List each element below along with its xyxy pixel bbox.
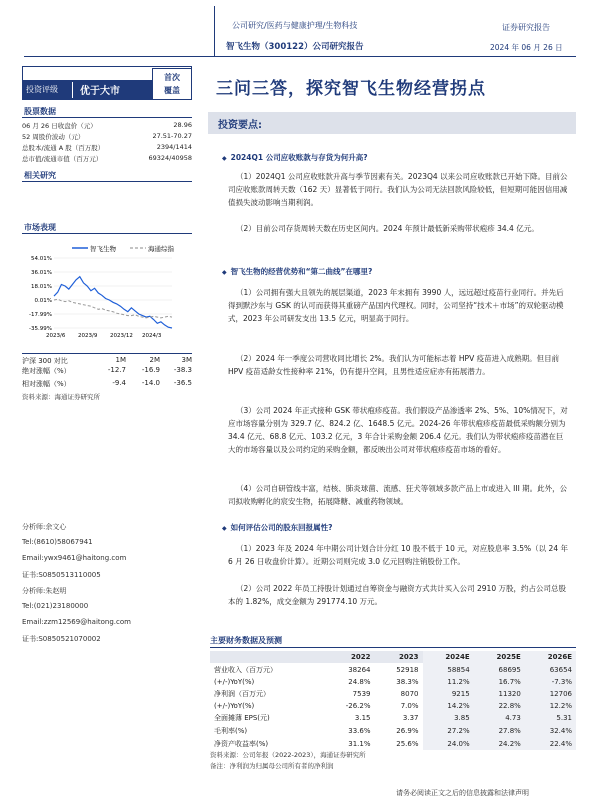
question-3: ◆ 如何评估公司的股东回报属性? <box>222 522 332 533</box>
financials-title: 主要财务数据及预测 <box>210 636 282 645</box>
series-stock-line <box>54 277 172 328</box>
chart-heading: 市场表现 <box>24 223 56 232</box>
keypoints-title: 投资要点: <box>218 120 262 131</box>
market-row: 52 周股价波动（元） 27.51-70.27 <box>22 132 192 141</box>
y-tick-label: 54.01% <box>31 256 52 262</box>
paragraph: （1）2024Q1 公司应收账款升高与季节因素有关。2023Q4 以来公司应收账款已开始下降。目前公司应收账款周转天数（162 天）显著低于同行。我们认为公司无法回款风险较低，但短期可能因信用减值损失波动影响当期利润。 <box>228 172 568 207</box>
market-chart <box>22 240 192 350</box>
y-tick-label: -17.99% <box>29 312 52 318</box>
x-tick-label: 2023/6 <box>46 333 66 339</box>
question-2: ◆ 智飞生物的经营优势和“第二曲线”在哪里? <box>222 266 372 277</box>
table-row: 净利润（百万元） 7539 8070 9215 11320 12706 <box>210 687 576 700</box>
paragraph: （3）公司 2024 年正式接种 GSK 带状疱疹疫苗。我们假设产品渗透率 2%、5%、10%情况下，对应市场容量分别为 329.7 亿、824.2 亿、1648.5 亿元。2024-26 年带状疱疹疫苗最低采购额分别为 34.4 亿元、68.8 亿元、103.2 亿元，3 年合计采购金额 206.4 亿元。我们认为带状疱疹疫苗潜在巨大的市场容量以及公司约定的采购金额，都反映出公司对带状疱疹疫苗市场的看好。 <box>228 406 568 454</box>
paragraph: （1）公司拥有强大且领先的展层渠道，2023 年末拥有 3990 人，远远超过疫苗行业同行。并先后得到默沙东与 GSK 的认可而获得其重磅产品国内代理权。同时，公司坚持“技术＋市场”的双轮驱动模式，2023 年公司研发支出 13.5 亿元，明显高于同行。 <box>228 288 564 323</box>
header-divider <box>214 6 215 56</box>
keypoints-bar <box>208 112 576 134</box>
paragraph: （2）2024 年一季度公司营收同比增长 2%。我们认为可能标志着 HPV 疫苗进入成熟期。但目前 HPV 疫苗适龄女性接种率 21%，仍有提升空间，且男性适应症亦有拓展潜力。 <box>228 354 560 376</box>
rating-label: 投资评级 <box>26 85 58 94</box>
market-heading: 股票数据 <box>24 107 56 116</box>
perf-source: 资料来源：海通证券研究所 <box>22 393 100 401</box>
analyst-tel: Tel:(8610)58067941 <box>22 538 93 546</box>
perf-row: 相对涨幅（%） -9.4 -14.0 -36.5 <box>22 379 192 388</box>
analyst-email: Email:ywx9461@haitong.com <box>22 554 127 562</box>
financials-source: 资料来源：公司年报（2022-2023），海通证券研究所 <box>210 751 366 759</box>
table-row: (+/-)YoY(%) 24.8% 38.3% 11.2% 16.7% -7.3% <box>210 676 576 687</box>
footer-disclaimer: 请务必阅读正文之后的信息披露和法律声明 <box>396 789 529 797</box>
paragraph: （1）2023 年及 2024 年中期公司计划合计分红 10 股不低于 10 元，对应股息率 3.5%（以 24 年 6 月 26 日收盘价计算）。近期公司则完成 3.0 亿元回购注销股份工作。 <box>228 544 568 566</box>
legend-stock-label: 智飞生物 <box>90 245 116 253</box>
report-title: 三问三答，探究智飞生物经营拐点 <box>216 79 486 99</box>
analyst-cert: 证书:S0850513110005 <box>22 571 101 579</box>
perf-row: 绝对涨幅（%） -12.7 -16.9 -38.3 <box>22 366 192 375</box>
paragraph: （2）公司 2022 年员工持股计划通过自筹资金与融资方式共计买入公司 2910 万股，约占公司总股本的 1.82%，成交金额为 291774.10 万元。 <box>228 584 566 606</box>
table-row: (+/-)YoY(%) -26.2% 7.0% 14.2% 22.8% 12.2% <box>210 700 576 711</box>
rating-separator <box>72 82 73 98</box>
y-tick-label: -35.99% <box>29 326 52 332</box>
y-tick-label: 18.01% <box>31 284 52 290</box>
perf-header: 沪深 300 对比 1M 2M 3M <box>22 353 192 366</box>
header-date: 2024 年 06 月 26 日 <box>490 43 563 52</box>
header-report-type: 证券研究报告 <box>502 23 550 32</box>
y-tick-label: 0.01% <box>34 298 52 304</box>
table-row: 营业收入（百万元） 38264 52918 58854 68695 63654 <box>210 663 576 676</box>
x-tick-label: 2024/3 <box>142 333 162 339</box>
rating-first-line2: 覆盖 <box>164 86 180 95</box>
market-row: 06 月 26 日收盘价（元） 28.96 <box>22 121 192 130</box>
analyst-name: 分析师:朱赵明 <box>22 587 67 595</box>
related-heading: 相关研究 <box>24 171 56 180</box>
related-rule <box>22 181 192 182</box>
paragraph: （2）目前公司存货周转天数在历史区间内。2024 年预计最低新采购带状疱疹 34.4 亿元。 <box>236 224 539 233</box>
market-rule <box>22 117 192 118</box>
market-row: 总股本/流通 A 股（百万股） 2394/1414 <box>22 143 192 152</box>
x-tick-label: 2023/9 <box>78 333 98 339</box>
question-1: ◆ 2024Q1 公司应收账款与存货为何升高? <box>222 152 368 163</box>
financials-table <box>210 651 576 750</box>
table-header-row: 2022 2023 2024E 2025E 2026E <box>210 651 576 663</box>
chart-rule <box>22 233 192 234</box>
analyst-tel: Tel:(021)23180000 <box>22 602 89 610</box>
x-tick-label: 2023/12 <box>110 333 133 339</box>
table-row: 净资产收益率(%) 31.1% 25.6% 24.0% 24.2% 22.4% <box>210 737 576 750</box>
analyst-cert: 证书:S0850521070002 <box>22 635 101 643</box>
legend-index-label: 海通综指 <box>148 245 174 253</box>
analyst-name: 分析师:余文心 <box>22 523 67 531</box>
header-categories: 公司研究/医药与健康护理/生物科技 <box>232 21 358 30</box>
rating-first-line1: 首次 <box>164 73 180 82</box>
analyst-email: Email:zzm12569@haitong.com <box>22 618 131 626</box>
rating-value: 优于大市 <box>80 86 120 97</box>
header-company: 智飞生物（300122）公司研究报告 <box>226 42 364 52</box>
financials-note: 备注：净利润为归属母公司所有者的净利润 <box>210 762 334 770</box>
market-row: 总市值/流通市值（百万元） 69324/40958 <box>22 154 192 163</box>
financials-rule <box>210 647 576 648</box>
table-row: 毛利率(%) 33.6% 26.9% 27.2% 27.8% 32.4% <box>210 724 576 737</box>
table-row: 全面摊薄 EPS(元) 3.15 3.37 3.85 4.73 5.31 <box>210 711 576 724</box>
header-rule <box>24 56 576 57</box>
y-tick-label: 36.01% <box>31 270 52 276</box>
paragraph: （4）公司自研管线丰富，结核、肺炎球菌、流感、狂犬等领域多款产品上市或进入 III 期。此外，公司拟收购孵化的宸安生物，拓展降糖、减重药物领域。 <box>228 484 568 506</box>
rating-first-coverage <box>152 68 192 100</box>
